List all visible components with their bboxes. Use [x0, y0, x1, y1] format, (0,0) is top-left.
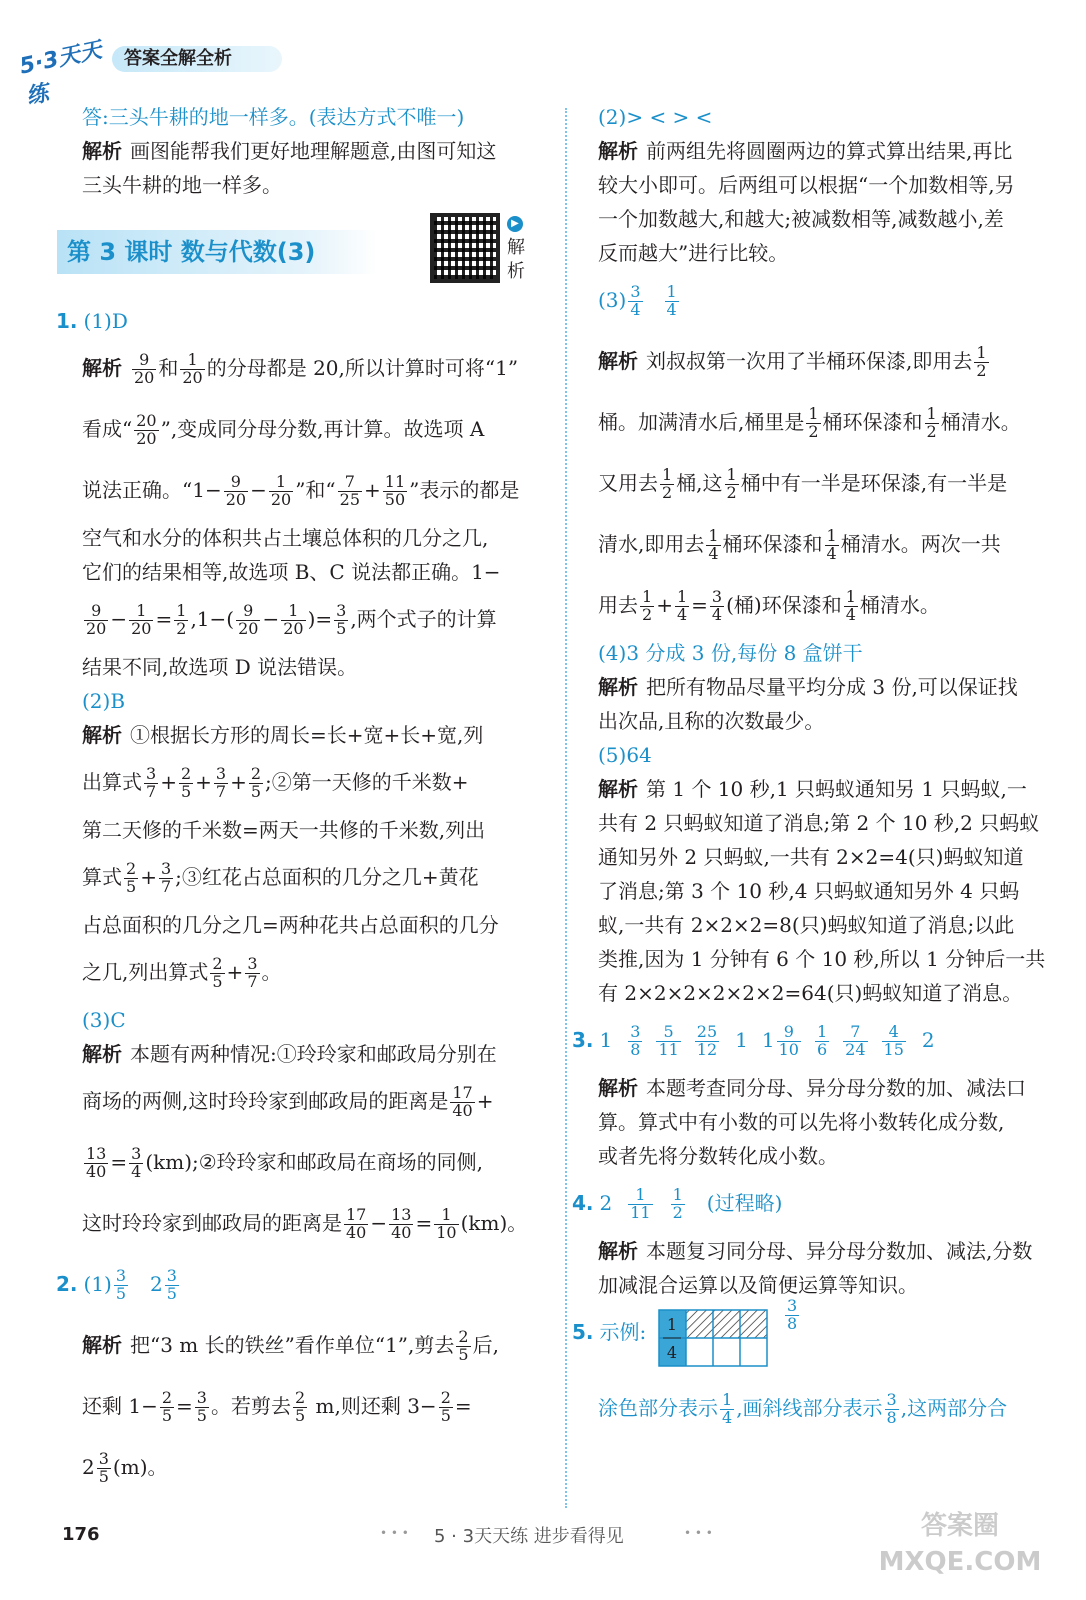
fraction: $\frac{1}{6}$ [816, 1022, 828, 1059]
text-line: 之几,列出算式 $\frac{2}{5}$ + $\frac{3}{7}$ 。 [82, 954, 282, 991]
question-4-answers: 4. 2 $\frac{1}{11}$ $\frac{1}{2}$ (过程略) [572, 1185, 783, 1222]
fraction: $\frac{3}{5}$ [166, 1266, 177, 1303]
fraction: $\frac{1}{2}$ [976, 343, 987, 380]
fraction: $\frac{7}{25}$ [339, 472, 361, 509]
fraction: $\frac{1}{20}$ [283, 601, 304, 638]
text-line: 蚁,一共有 2×2×2=8(只)蚂蚁知道了消息;以此 [598, 913, 1015, 937]
text-line: 解析 刘叔叔第一次用了半桶环保漆,即用去 $\frac{1}{2}$ [598, 343, 987, 380]
fraction: $\frac{4}{15}$ [883, 1022, 904, 1059]
text-line: 算。算式中有小数的可以先将小数转化成分数, [598, 1110, 1005, 1134]
fraction: $\frac{1}{2}$ [176, 601, 187, 638]
fraction: $\frac{2}{5}$ [250, 764, 262, 801]
question-3-answers: 3. 1 $\frac{3}{8}$ $\frac{5}{11}$ $\frac{25}{12}$ 1 1 $\frac{9}{10}$ $\frac{1}{6}$ $\frac{7}{24}$ $\frac{4}{15}$ 2 [572, 1022, 935, 1059]
text-line: 解析 第 1 个 10 秒,1 只蚂蚁通知另 1 只蚂蚁,一 [598, 777, 1027, 801]
fraction: $\frac{1}{2}$ [926, 404, 937, 441]
text-line: 解析 ①根据长方形的周长=长+宽+长+宽,列 [82, 723, 484, 747]
text-line: 或者先将分数转化成小数。 [598, 1144, 838, 1168]
fraction: $\frac{1}{2}$ [672, 1185, 683, 1222]
text-line: 解析 $\frac{9}{20}$ 和 $\frac{1}{20}$ 的分母都是 20,所以计算时可将“1” [82, 350, 519, 387]
text-line: 反而越大”进行比较。 [598, 241, 789, 265]
lesson-title: 第 3 课时 数与代数(3) [57, 230, 377, 274]
fraction: $\frac{1}{4}$ [708, 526, 719, 563]
fraction: $\frac{7}{24}$ [845, 1022, 866, 1059]
text-line: 空气和水分的体积共占土壤总体积的几分之几, [82, 526, 489, 550]
text-line: 一个加数越大,和越大;被减数相等,减数越小,差 [598, 207, 1004, 231]
fraction: $\frac{1}{11}$ [630, 1185, 651, 1222]
fraction: $\frac{3}{7}$ [247, 954, 258, 991]
text-line: 占总面积的几分之几=两种花共占总面积的几分 [82, 913, 499, 937]
question-1-2: (2)B [82, 689, 126, 713]
fraction: $\frac{2}{5}$ [161, 1388, 173, 1425]
fraction: $\frac{1}{20}$ [270, 472, 292, 509]
fraction: $\frac{3}{8}$ [630, 1022, 641, 1059]
fraction: $\frac{17}{40}$ [346, 1205, 367, 1242]
text-line: 它们的结果相等,故选项 B、C 说法都正确。1− [82, 560, 501, 584]
fraction: $\frac{3}{5}$ [196, 1388, 207, 1425]
text-line: 说法正确。“1− $\frac{9}{20}$ − $\frac{1}{20}$ ”和“ $\frac{7}{25}$ + $\frac{11}{50}$ ”表示的都是 [82, 472, 520, 509]
text-line: 了消息;第 3 个 10 秒,4 只蚂蚁通知另外 4 只蚂 [598, 879, 1020, 903]
question-2-3: (3) $\frac{3}{4}$ $\frac{1}{4}$ [598, 282, 677, 319]
fraction: $\frac{3}{5}$ [98, 1449, 109, 1486]
header-badge [112, 46, 282, 72]
fraction: $\frac{1}{2}$ [662, 465, 673, 502]
text-line: 用去 $\frac{1}{2}$ + $\frac{1}{4}$ = $\frac{3}{4}$ (桶)环保漆和 $\frac{1}{4}$ 桶清水。 [598, 587, 940, 624]
question-2-1: 2. (1) $\frac{3}{5}$ 2 $\frac{3}{5}$ [56, 1266, 177, 1303]
fraction: $\frac{3}{7}$ [146, 764, 157, 801]
fraction: $\frac{2}{5}$ [294, 1388, 306, 1425]
right-column [572, 100, 1054, 1439]
text-line: 算式 $\frac{2}{5}$ + $\frac{3}{7}$ ;③红花占总面积的几分之几+黄花 [82, 859, 479, 896]
fraction: $\frac{3}{5}$ [115, 1266, 127, 1303]
text-line: 这时玲玲家到邮政局的距离是 $\frac{17}{40}$ − $\frac{13}{40}$ = $\frac{1}{10}$ (km)。 [82, 1205, 528, 1242]
fraction: $\frac{1}{4}$ [666, 282, 677, 319]
question-1-3: (3)C [82, 1008, 126, 1032]
fraction: $\frac{9}{20}$ [225, 472, 247, 509]
text-line: 还剩 1− $\frac{2}{5}$ = $\frac{3}{5}$ 。若剪去 $\frac{2}{5}$ m,则还剩 3− $\frac{2}{5}$ = [82, 1388, 472, 1425]
text-line: 第二天修的千米数=两天一共修的千米数,列出 [82, 818, 486, 842]
text-line: 通知另外 2 只蚂蚁,一共有 2×2=4(只)蚂蚁知道 [598, 845, 1024, 869]
question-5: 5. 示例: 1 4 $\frac{3}{8}$ [572, 1302, 1054, 1378]
text-line: 解析 本题考查同分母、异分母分数的加、减法口 [598, 1076, 1026, 1100]
play-icon[interactable]: ▶ [507, 216, 523, 232]
left-column [56, 100, 550, 1498]
text-line: 类推,因为 1 分钟有 6 个 10 秒,所以 1 分钟后一共 [598, 947, 1046, 971]
text-line: 解析 本题有两种情况:①玲玲家和邮政局分别在 [82, 1042, 497, 1066]
fraction: $\frac{3}{4}$ [630, 282, 641, 319]
question-2-4: (4)3 分成 3 份,每份 8 盒饼干 [598, 641, 863, 665]
column-divider [565, 108, 567, 1508]
fraction: $\frac{2}{5}$ [440, 1388, 451, 1425]
fraction: $\frac{1}{2}$ [642, 587, 653, 624]
fraction: $\frac{9}{20}$ [86, 601, 107, 638]
fraction: $\frac{3}{8}$ [886, 1390, 897, 1427]
footer-slogan: 5 · 3天天练 进步看得见 [434, 1526, 624, 1547]
text-line: 解析 把所有物品尽量平均分成 3 份,可以保证找 [598, 675, 1018, 699]
fraction: $\frac{2}{5}$ [212, 954, 223, 991]
fraction: $\frac{13}{40}$ [391, 1205, 412, 1242]
header-badge-text: 答案全解全析 [124, 48, 232, 69]
text-line: 出次品,且称的次数最少。 [598, 709, 825, 733]
question-2-2: (2)> < > < [598, 105, 713, 129]
qr-label: 解 析 [507, 237, 525, 282]
fraction: $\frac{5}{11}$ [658, 1022, 679, 1059]
text-line: 清水,即用去 $\frac{1}{4}$ 桶环保漆和 $\frac{1}{4}$ 桶清水。两次一共 [598, 526, 1001, 563]
fraction: $\frac{11}{50}$ [384, 472, 406, 509]
fraction: $\frac{9}{20}$ [134, 350, 155, 387]
unit-label-numerator: 1 [666, 1315, 677, 1334]
fraction: $\frac{2}{5}$ [180, 764, 192, 801]
text-line: 解析 把“3 m 长的铁丝”看作单位“1”,剪去 $\frac{2}{5}$ 后, [82, 1327, 499, 1364]
fraction: $\frac{1}{20}$ [131, 601, 152, 638]
fraction: $\frac{1}{4}$ [722, 1390, 733, 1427]
fraction: $\frac{2}{5}$ [458, 1327, 469, 1364]
unit-label-denominator: 4 [666, 1343, 677, 1362]
fraction: $\frac{3}{7}$ [215, 764, 227, 801]
footer-dots-right: • • • [684, 1526, 713, 1540]
text-line: 桶。加满清水后,桶里是 $\frac{1}{2}$ 桶环保漆和 $\frac{1}{2}$ 桶清水。 [598, 404, 1021, 441]
question-2-5: (5)64 [598, 743, 652, 767]
text-line: 2 $\frac{3}{5}$ (m)。 [82, 1449, 168, 1486]
fraction: $\frac{17}{40}$ [452, 1083, 473, 1120]
fraction: $\frac{1}{10}$ [436, 1205, 457, 1242]
answer-line: 答:三头牛耕的地一样多。(表达方式不唯一) [82, 105, 465, 129]
text-line: 解析 画图能帮我们更好地理解题意,由图可知这 [82, 139, 497, 163]
fraction: $\frac{3}{8}$ [786, 1296, 798, 1333]
fraction: $\frac{25}{12}$ [696, 1022, 718, 1059]
text-line: 三头牛耕的地一样多。 [82, 173, 282, 197]
text-line: 看成“ $\frac{20}{20}$ ”,变成同分母分数,再计算。故选项 A [82, 411, 485, 448]
fraction-diagram [657, 1308, 777, 1370]
text-line: 出算式 $\frac{3}{7}$ + $\frac{2}{5}$ + $\frac{3}{7}$ + $\frac{2}{5}$ ;②第一天修的千米数+ [82, 764, 469, 801]
footer-dots-left: • • • [380, 1526, 409, 1540]
question-1-1: 1. (1)D [56, 309, 128, 333]
fraction: $\frac{1}{2}$ [726, 465, 737, 502]
fraction: $\frac{3}{4}$ [131, 1144, 142, 1181]
fraction: $\frac{2}{5}$ [126, 859, 137, 896]
text-line: 共有 2 只蚂蚁知道了消息;第 2 个 10 秒,2 只蚂蚁 [598, 811, 1040, 835]
text-line: 解析 本题复习同分母、异分母分数加、减法,分数 [598, 1239, 1033, 1263]
fraction: $\frac{1}{2}$ [808, 404, 819, 441]
text-line: 有 2×2×2×2×2×2=64(只)蚂蚁知道了消息。 [598, 981, 1023, 1005]
fraction: $\frac{9}{10}$ [778, 1022, 799, 1059]
fraction: $\frac{3}{7}$ [160, 859, 172, 896]
fraction: $\frac{1}{4}$ [845, 587, 856, 624]
text-line: 加减混合运算以及简便运算等知识。 [598, 1273, 918, 1297]
text-line: 商场的两侧,这时玲玲家到邮政局的距离是 $\frac{17}{40}$ + [82, 1083, 494, 1120]
fraction: $\frac{3}{4}$ [711, 587, 723, 624]
text-line: 解析 前两组先将圆圈两边的算式算出结果,再比 [598, 139, 1013, 163]
fraction: $\frac{9}{20}$ [238, 601, 259, 638]
fraction: $\frac{1}{4}$ [826, 526, 837, 563]
fraction: $\frac{1}{20}$ [182, 350, 203, 387]
text-line: 又用去 $\frac{1}{2}$ 桶,这 $\frac{1}{2}$ 桶中有一半是环保漆,有一半是 [598, 465, 1008, 502]
text-line: 结果不同,故选项 D 说法错误。 [82, 655, 358, 679]
page-number: 176 [62, 1524, 100, 1545]
text-line: 较大小即可。后两组可以根据“一个加数相等,另 [598, 173, 1015, 197]
fraction: $\frac{3}{5}$ [336, 601, 347, 638]
text-line: $\frac{9}{20}$ − $\frac{1}{20}$ = $\frac{1}{2}$ ,1−( $\frac{9}{20}$ − $\frac{1}{20}$ )= $\frac{3}{5}$ ,两个式子的计算 [86, 601, 497, 638]
watermark: 答案圈 MXQE.COM [878, 1511, 1042, 1577]
logo: 5·3天天练 [17, 37, 104, 110]
fraction: $\frac{1}{4}$ [676, 587, 688, 624]
fraction: $\frac{20}{20}$ [136, 411, 157, 448]
fraction: $\frac{13}{40}$ [86, 1144, 107, 1181]
text-line: $\frac{13}{40}$ = $\frac{3}{4}$ (km);②玲玲家和邮政局在商场的同侧, [86, 1144, 484, 1181]
text-line: 涂色部分表示 $\frac{1}{4}$ ,画斜线部分表示 $\frac{3}{8}$ ,这两部分合 [598, 1390, 1008, 1427]
